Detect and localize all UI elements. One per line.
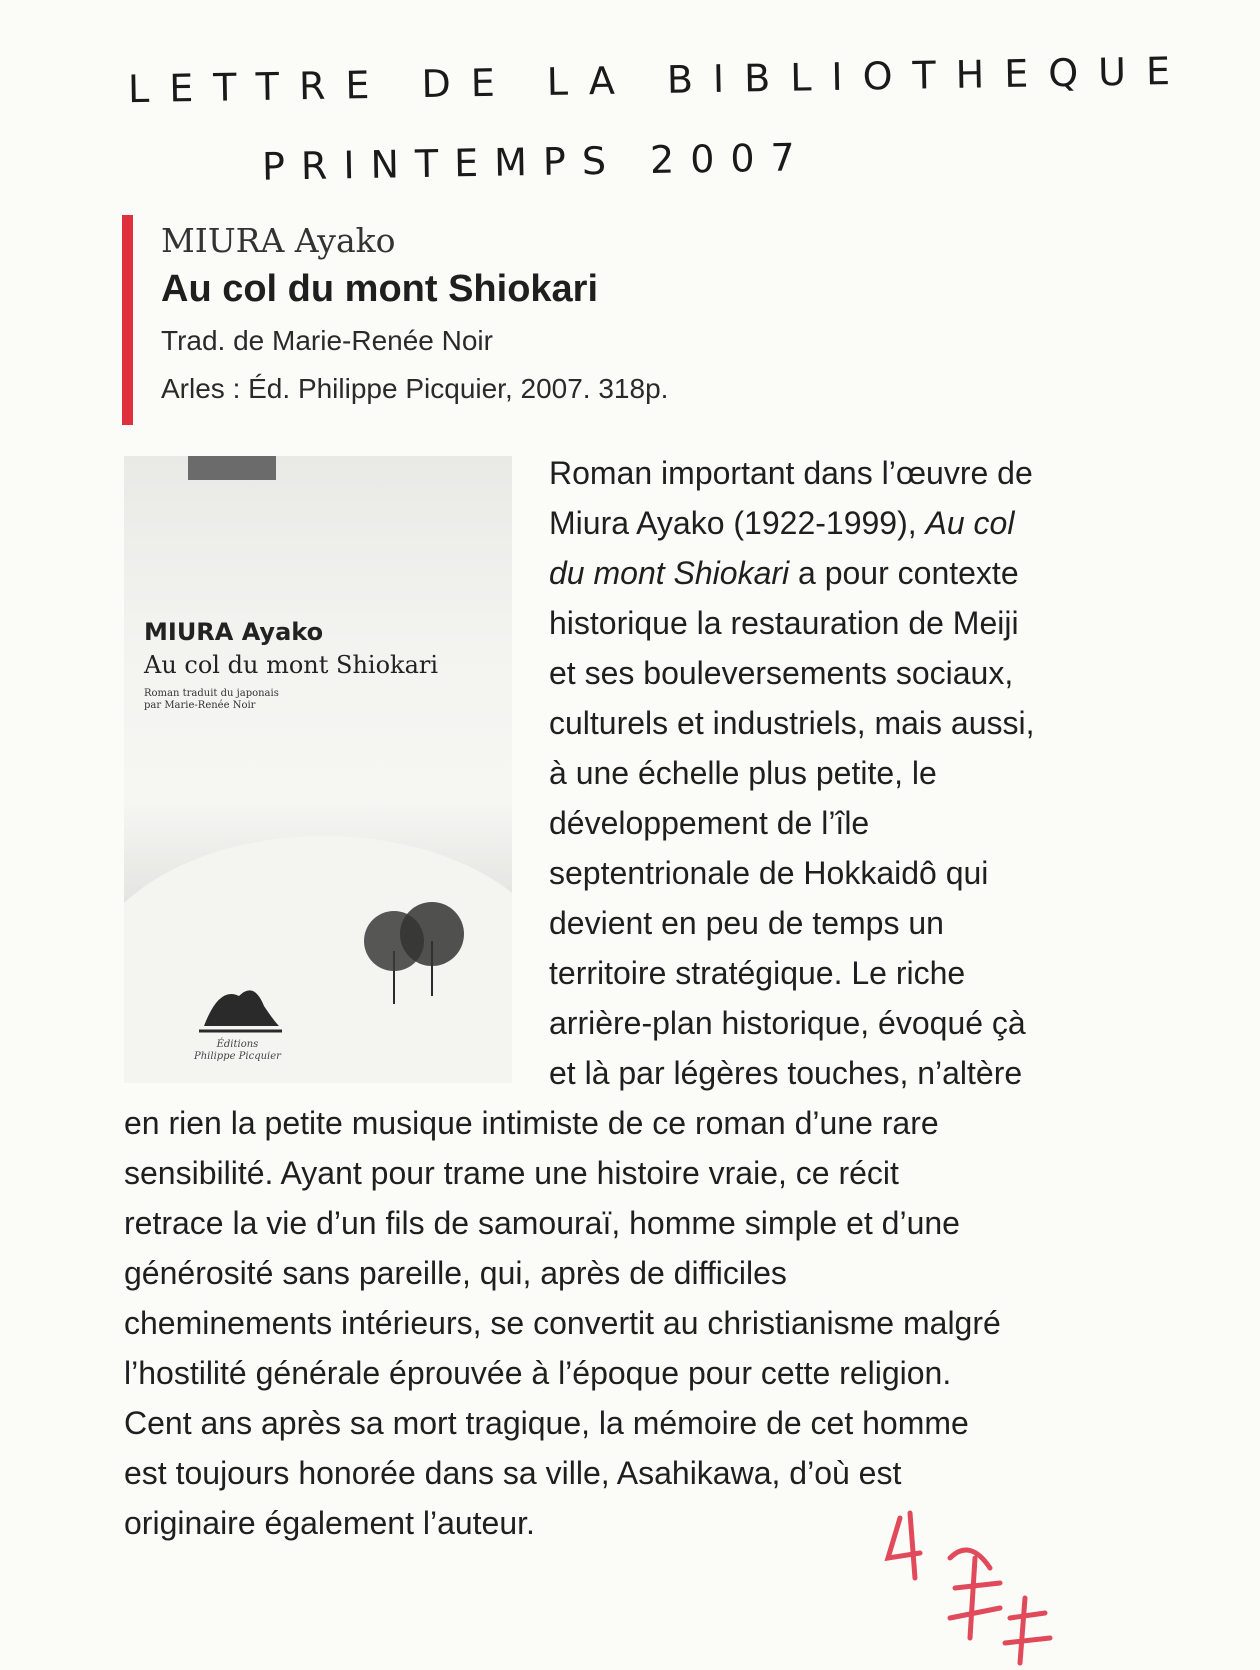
cover-subtitle-line: par Marie-Renée Noir — [144, 700, 256, 711]
review-line: culturels et industriels, mais aussi, — [549, 705, 1035, 741]
review-fragment: a pour contexte — [789, 555, 1019, 591]
review-line: développement de l’île — [549, 805, 870, 841]
cover-publisher-line: Philippe Picquier — [194, 1051, 281, 1062]
review-line: et ses bouleversements sociaux, — [549, 655, 1014, 691]
review-line: territoire stratégique. Le riche — [549, 955, 966, 991]
review-line: en rien la petite musique intimiste de ce roman d’une rare — [124, 1105, 939, 1141]
review-line — [549, 548, 1129, 598]
cover-band — [188, 456, 276, 480]
review-text-right-column — [549, 448, 1129, 1098]
book-translator: Trad. de Marie-Renée Noir — [161, 325, 493, 356]
cover-subtitle — [144, 688, 279, 712]
review-line: Cent ans après sa mort tragique, la mémoire de cet homme — [124, 1405, 969, 1441]
book-title: Au col du mont Shiokari — [161, 268, 599, 310]
review-line: septentrionale de Hokkaidô qui — [549, 855, 989, 891]
cover-publisher — [194, 1039, 281, 1063]
review-line: et là par légères touches, n’altère — [549, 1055, 1023, 1091]
review-fragment: Miura Ayako (1922-1999), — [549, 505, 926, 541]
review-line: arrière-plan historique, évoqué çà — [549, 1005, 1026, 1041]
stamp-icon — [880, 1498, 1060, 1668]
book-publication: Arles : Éd. Philippe Picquier, 2007. 318p. — [161, 373, 669, 404]
review-line: est toujours honorée dans sa ville, Asahikawa, d’où est — [124, 1455, 902, 1491]
book-header — [122, 215, 1022, 425]
review-line: Roman important dans l’œuvre de — [549, 455, 1033, 491]
handwritten-heading: LETTRE DE LA BIBLIOTHEQUE — [127, 48, 1191, 112]
review-line: générosité sans pareille, qui, après de difficiles — [124, 1255, 787, 1291]
review-text-full-width — [124, 1098, 1124, 1548]
review-line: originaire également l’auteur. — [124, 1505, 535, 1541]
cover-author: MIURA Ayako — [144, 618, 324, 646]
review-line: historique la restauration de Meiji — [549, 605, 1019, 641]
review-line: retrace la vie d’un fils de samouraï, homme simple et d’une — [124, 1205, 960, 1241]
review-italic-fragment: du mont Shiokari — [549, 555, 790, 591]
review-line: sensibilité. Ayant pour trame une histoire vraie, ce récit — [124, 1155, 899, 1191]
review-italic-fragment: Au col — [925, 505, 1015, 541]
review-line — [549, 498, 1129, 548]
cover-publisher-line: Éditions — [216, 1039, 259, 1050]
review-line: l’hostilité générale éprouvée à l’époque pour cette religion. — [124, 1355, 952, 1391]
handwritten-date: PRINTEMPS 2007 — [261, 135, 812, 189]
review-line: à une échelle plus petite, le — [549, 755, 937, 791]
cover-subtitle-line: Roman traduit du japonais — [144, 688, 279, 699]
publisher-logo-icon — [194, 976, 284, 1036]
trees-illustration — [354, 896, 474, 1006]
cover-title: Au col du mont Shiokari — [144, 651, 439, 679]
review-line: cheminements intérieurs, se convertit au christianisme malgré — [124, 1305, 1001, 1341]
book-cover-image — [124, 456, 512, 1083]
book-author: MIURA Ayako — [161, 221, 396, 260]
review-line: devient en peu de temps un — [549, 905, 944, 941]
